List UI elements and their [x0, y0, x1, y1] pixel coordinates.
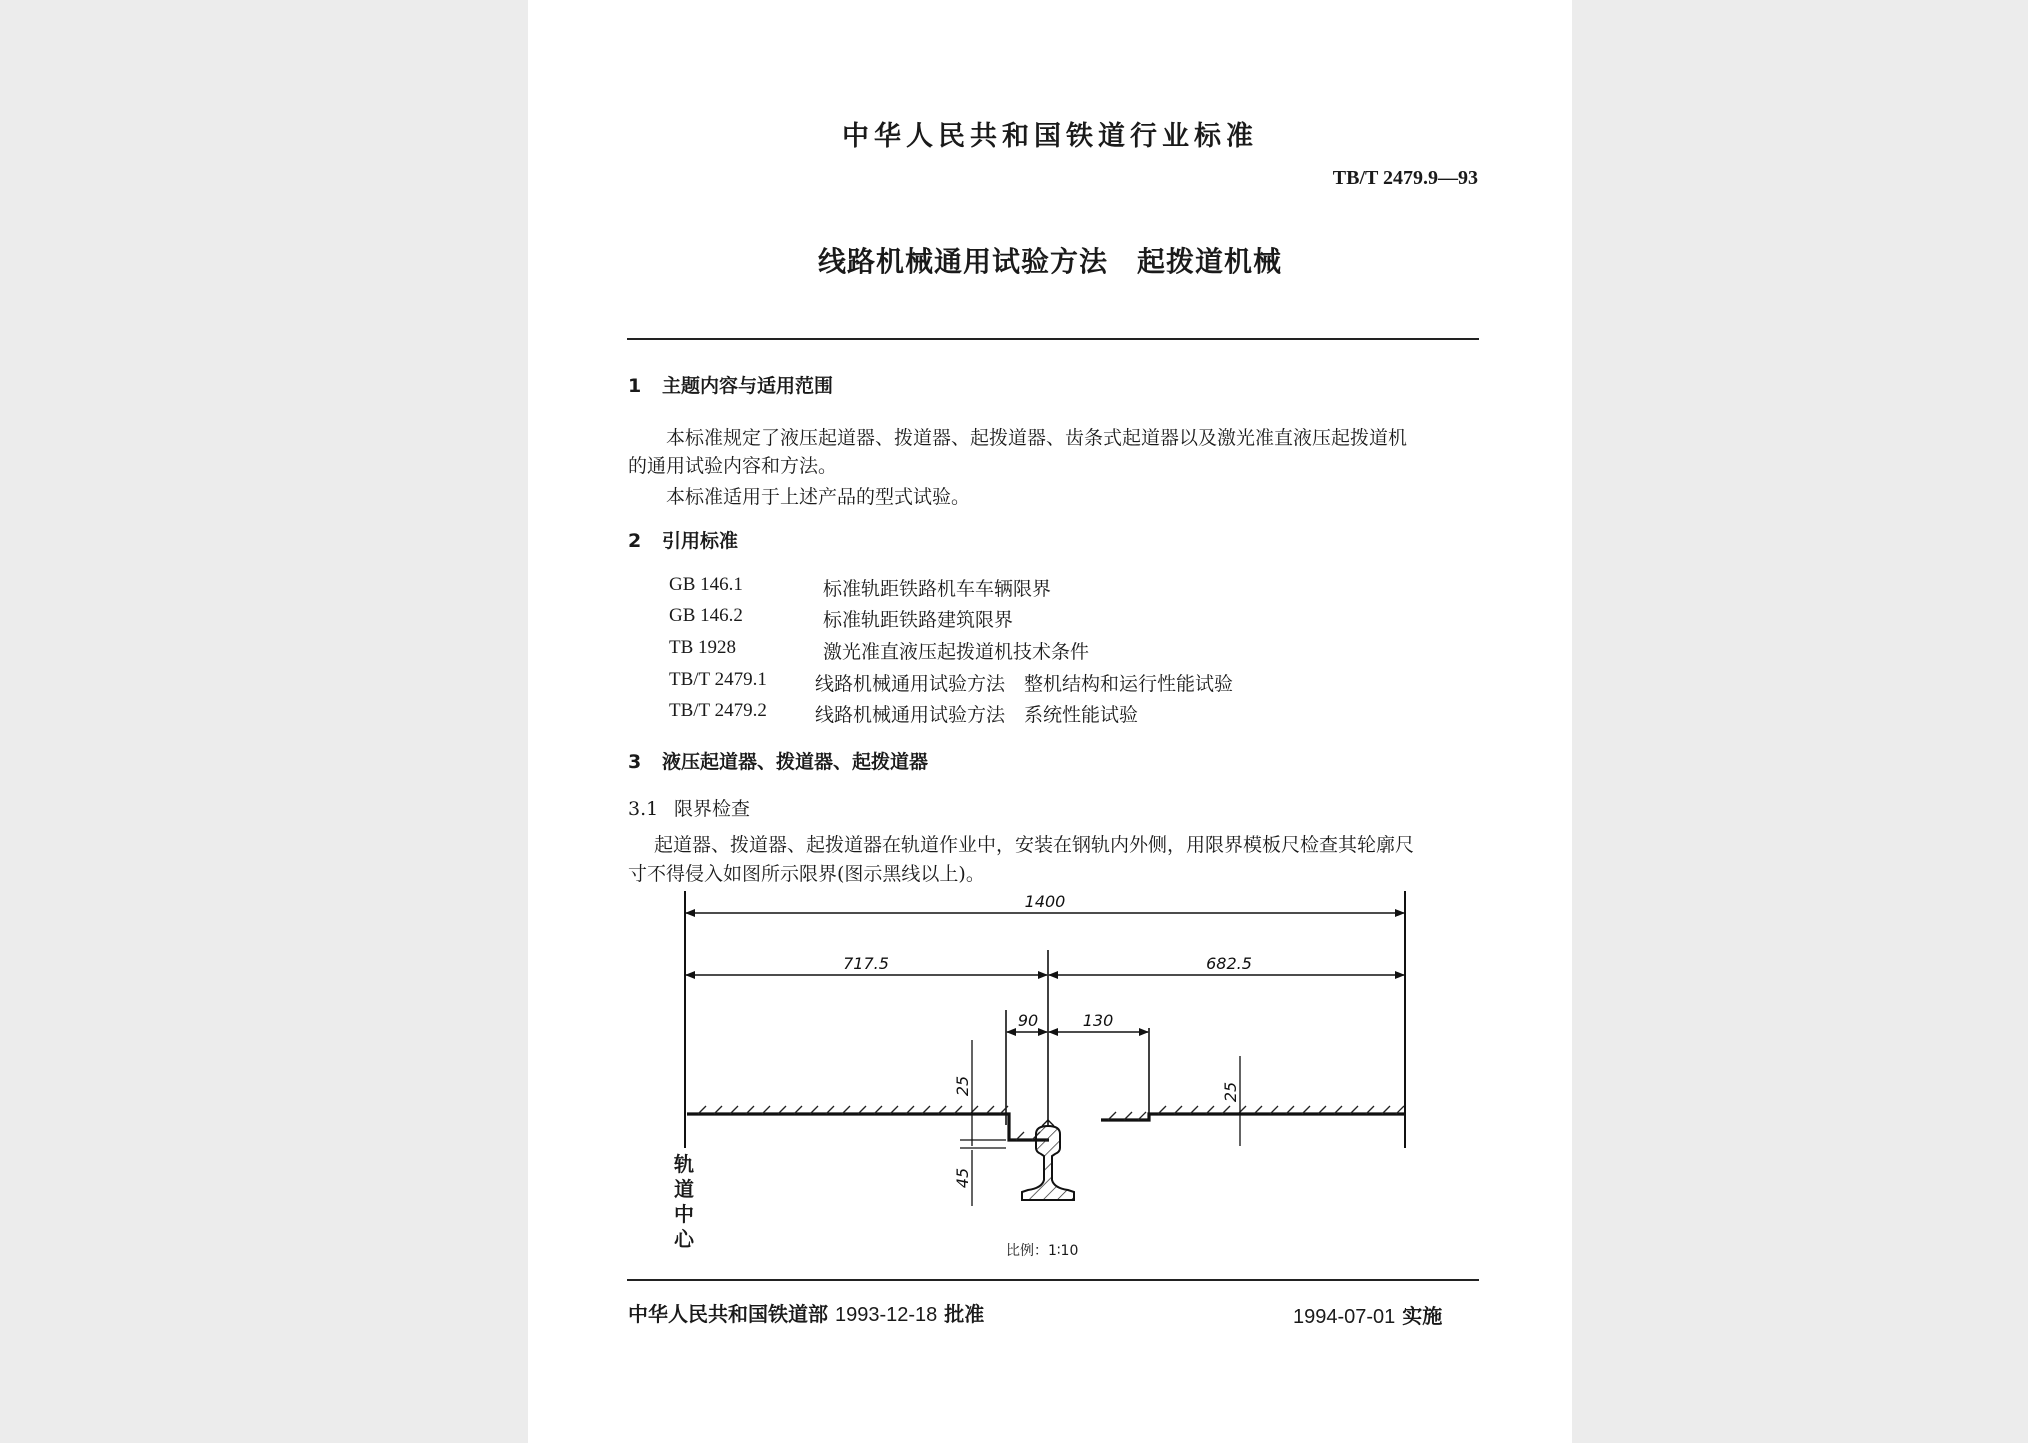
reference-title: 标准轨距铁路机车车辆限界: [823, 578, 1052, 600]
section-1-para-1-line-2: 的通用试验内容和方法。: [628, 455, 838, 477]
subsection-3-1-number: 3.1: [628, 798, 659, 820]
subsection-3-1-para-line-2: 寸不得侵入如图所示限界(图示黑线以上)。: [628, 863, 985, 885]
reference-code: TB 1928: [669, 637, 737, 658]
subsection-3-1-title: 限界检查: [674, 798, 751, 820]
implementation-date: 1994-07-01: [1293, 1306, 1396, 1328]
section-2-title: 引用标准: [662, 530, 739, 552]
figure-scale: 比例：1∶10: [1006, 1243, 1079, 1259]
reference-code: TB/T 2479.1: [669, 669, 767, 690]
dim-90-label: 90: [1017, 1011, 1039, 1030]
section-1-heading: [628, 371, 833, 398]
dim-45-label: 45: [953, 1167, 972, 1189]
reference-title: 激光准直液压起拨道机技术条件: [823, 641, 1090, 663]
subsection-3-1-heading: [628, 794, 750, 821]
approval-line: [628, 1298, 984, 1327]
section-1-para-2: 本标准适用于上述产品的型式试验。: [666, 486, 971, 508]
subsection-3-1-para-line-1: 起道器、拨道器、起拨道器在轨道作业中，安装在钢轨内外侧，用限界模板尺检查其轮廓尺: [654, 834, 1415, 856]
rail-profile: [1022, 1126, 1074, 1200]
track-center-label: 轨道中心: [674, 1152, 694, 1251]
approval-word: 批准: [944, 1302, 985, 1326]
standard-code: TB/T 2479.9—93: [1332, 167, 1478, 189]
section-1-para-1-line-1: 本标准规定了液压起道器、拨道器、起拨道器、齿条式起道器以及激光准直液压起拨道机: [666, 427, 1408, 449]
dim-130-label: 130: [1082, 1011, 1114, 1030]
reference-title: 标准轨距铁路建筑限界: [823, 609, 1014, 631]
section-2-heading: [628, 526, 738, 553]
dim-25-left-label: 25: [953, 1075, 972, 1097]
approval-date: 1993-12-18: [834, 1304, 938, 1326]
section-3-heading: [628, 747, 928, 774]
dim-left-label: 717.5: [843, 954, 889, 973]
title-divider: [627, 338, 1479, 340]
document-title: 线路机械通用试验方法 起拨道机械: [817, 245, 1282, 278]
reference-title: 线路机械通用试验方法 整机结构和运行性能试验: [815, 673, 1234, 695]
document-page: [528, 0, 1572, 1443]
section-2-number: 2: [628, 530, 642, 552]
implementation-line: [1293, 1300, 1442, 1329]
dim-25-right-label: 25: [1221, 1081, 1240, 1103]
implementation-word: 实施: [1402, 1304, 1443, 1328]
section-1-title: 主题内容与适用范围: [662, 375, 834, 397]
reference-code: TB/T 2479.2: [669, 700, 767, 721]
reference-code: GB 146.1: [669, 574, 743, 595]
industry-standard-title: 中华人民共和国铁道行业标准: [842, 121, 1258, 152]
approving-authority: 中华人民共和国铁道部: [628, 1302, 828, 1326]
dim-total-label: 1400: [1024, 892, 1066, 911]
dim-right-label: 682.5: [1206, 954, 1252, 973]
section-3-number: 3: [628, 751, 642, 773]
section-3-title: 液压起道器、拨道器、起拨道器: [662, 751, 929, 773]
reference-title: 线路机械通用试验方法 系统性能试验: [815, 704, 1139, 726]
footer-divider: [627, 1279, 1479, 1281]
section-1-number: 1: [628, 375, 642, 397]
reference-code: GB 146.2: [669, 605, 743, 626]
